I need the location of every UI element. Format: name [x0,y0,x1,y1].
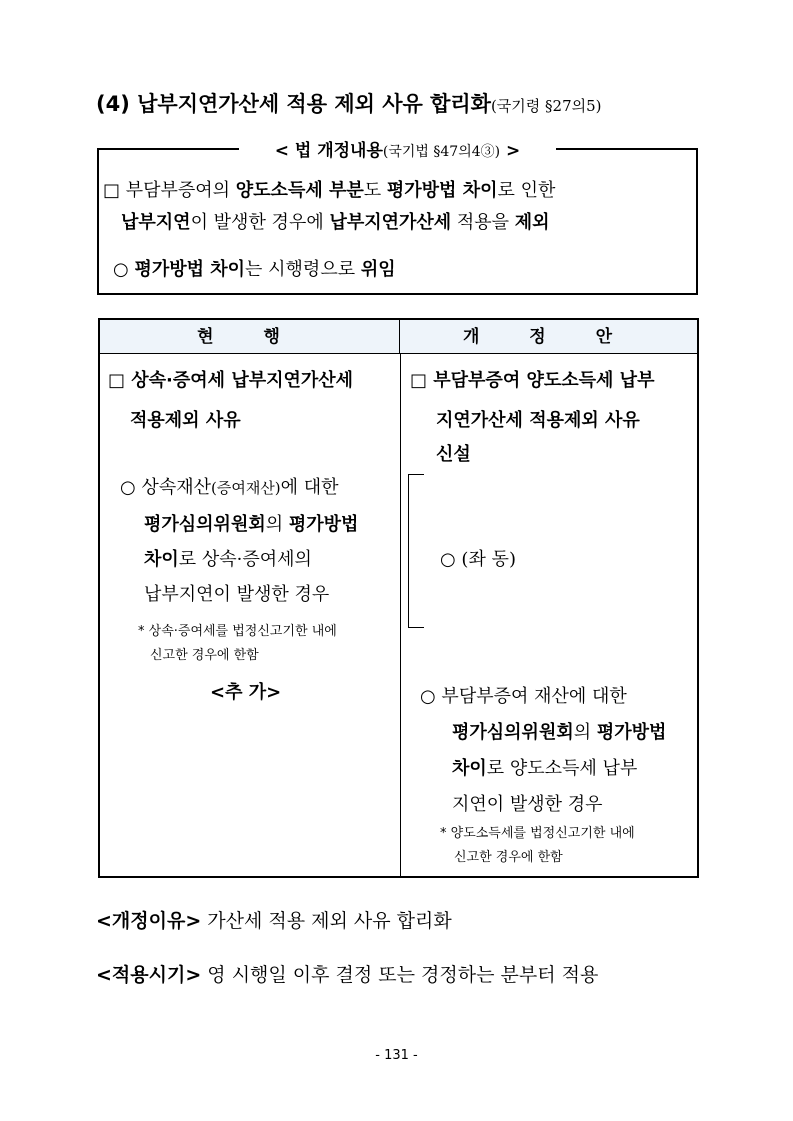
text: 이 발생한 경우에 [190,212,330,233]
current-note-line-2: 신고한 경우에 한함 [150,648,259,663]
table-header-revised: 개 정 안 [400,320,697,354]
bold-text: 납부지연 [121,212,191,233]
text: ○ [113,259,135,280]
revised-sub-line-1: ○ 부담부증여 재산에 대한 [420,686,627,707]
text: 의 [573,722,597,743]
text: (증여재산) [210,479,281,497]
law-box-top-border-right [556,148,698,150]
bold-text: 제외 [514,212,550,233]
revised-item-line-3: 신설 [436,444,471,465]
bold-text: 양도소득세 부분 [235,180,364,201]
current-sub-line-3 [144,545,312,571]
text: 에 대한 [280,477,339,498]
current-item-line-1: □ 상속·증여세 납부지연가산세 [108,370,354,391]
section-heading [96,88,716,118]
current-note-line-1: * 상속·증여세를 법정신고기한 내에 [138,624,337,639]
current-item-line-2: 적용제외 사유 [130,410,241,431]
revision-reason-label: <개정이유> [96,910,202,932]
effective-date-text: 영 시행일 이후 결정 또는 경정하는 분부터 적용 [201,964,599,986]
effective-date [96,960,598,987]
law-box-title-text: < 법 개정내용 [274,141,383,161]
text: ○ 상속재산 [120,477,211,498]
bold-text: 차이 [144,549,179,570]
text: 로 양도소득세 납부 [486,758,638,779]
bold-text: 차이 [452,758,487,779]
table-header-current: 현 행 [100,320,400,354]
effective-date-label: <적용시기> [96,964,202,986]
law-box-title-end: > [500,141,521,161]
text: 도 [363,180,387,201]
bold-text: 납부지연가산세 [329,212,452,233]
law-box-line-2 [121,208,550,234]
law-box-line-1 [103,176,555,202]
text: 의 [265,514,289,535]
section-heading-title: (4) 납부지연가산세 적용 제외 사유 합리화 [96,92,491,116]
bold-text: 평가방법 [596,722,667,743]
current-sub-line-4: 납부지연이 발생한 경우 [144,584,330,605]
law-change-box [97,141,698,295]
bold-text: 평가방법 차이 [386,180,498,201]
revised-note-line-1: * 양도소득세를 법정신고기한 내에 [440,826,635,841]
current-sub-line-1 [120,473,339,499]
revision-reason [96,906,452,933]
bold-text: 평가심의위원회 [144,514,266,535]
law-box-title-ref: (국기법 §47의4③) [382,144,501,160]
revised-sub-line-3 [452,754,637,780]
bold-text: 평가심의위원회 [452,722,574,743]
revision-reason-text: 가산세 적용 제외 사유 합리화 [201,910,452,932]
same-as-left-bracket [408,474,424,628]
current-sub-line-2 [144,510,358,536]
text: 로 인한 [497,180,556,201]
comparison-table [98,318,699,878]
law-box-top-border-left [97,148,239,150]
text: 로 상속·증여세의 [178,549,312,570]
revised-note-line-2: 신고한 경우에 한함 [454,850,563,865]
law-box-line-3 [113,255,396,281]
bold-text: 평가방법 [288,514,359,535]
page-number: - 131 - [375,1048,418,1063]
bold-text: 평가방법 차이 [134,259,246,280]
revised-item-line-1: □ 부담부증여 양도소득세 납부 [410,370,655,391]
revised-sub-line-4: 지연이 발생한 경우 [452,794,603,815]
current-added-label: <추 가> [210,682,282,703]
revised-item-line-2: 지연가산세 적용제외 사유 [436,410,640,431]
text: □ 부담부증여의 [103,180,236,201]
text: 는 시행령으로 [245,259,361,280]
table-column-divider [400,354,401,876]
revised-same-as-left: ○ (좌 동) [440,549,516,570]
text: 적용을 [451,212,515,233]
section-heading-ref: (국기령 §27의5) [490,97,602,115]
revised-sub-line-2 [452,718,666,744]
bold-text: 위임 [360,259,396,280]
law-box-title [239,136,556,161]
